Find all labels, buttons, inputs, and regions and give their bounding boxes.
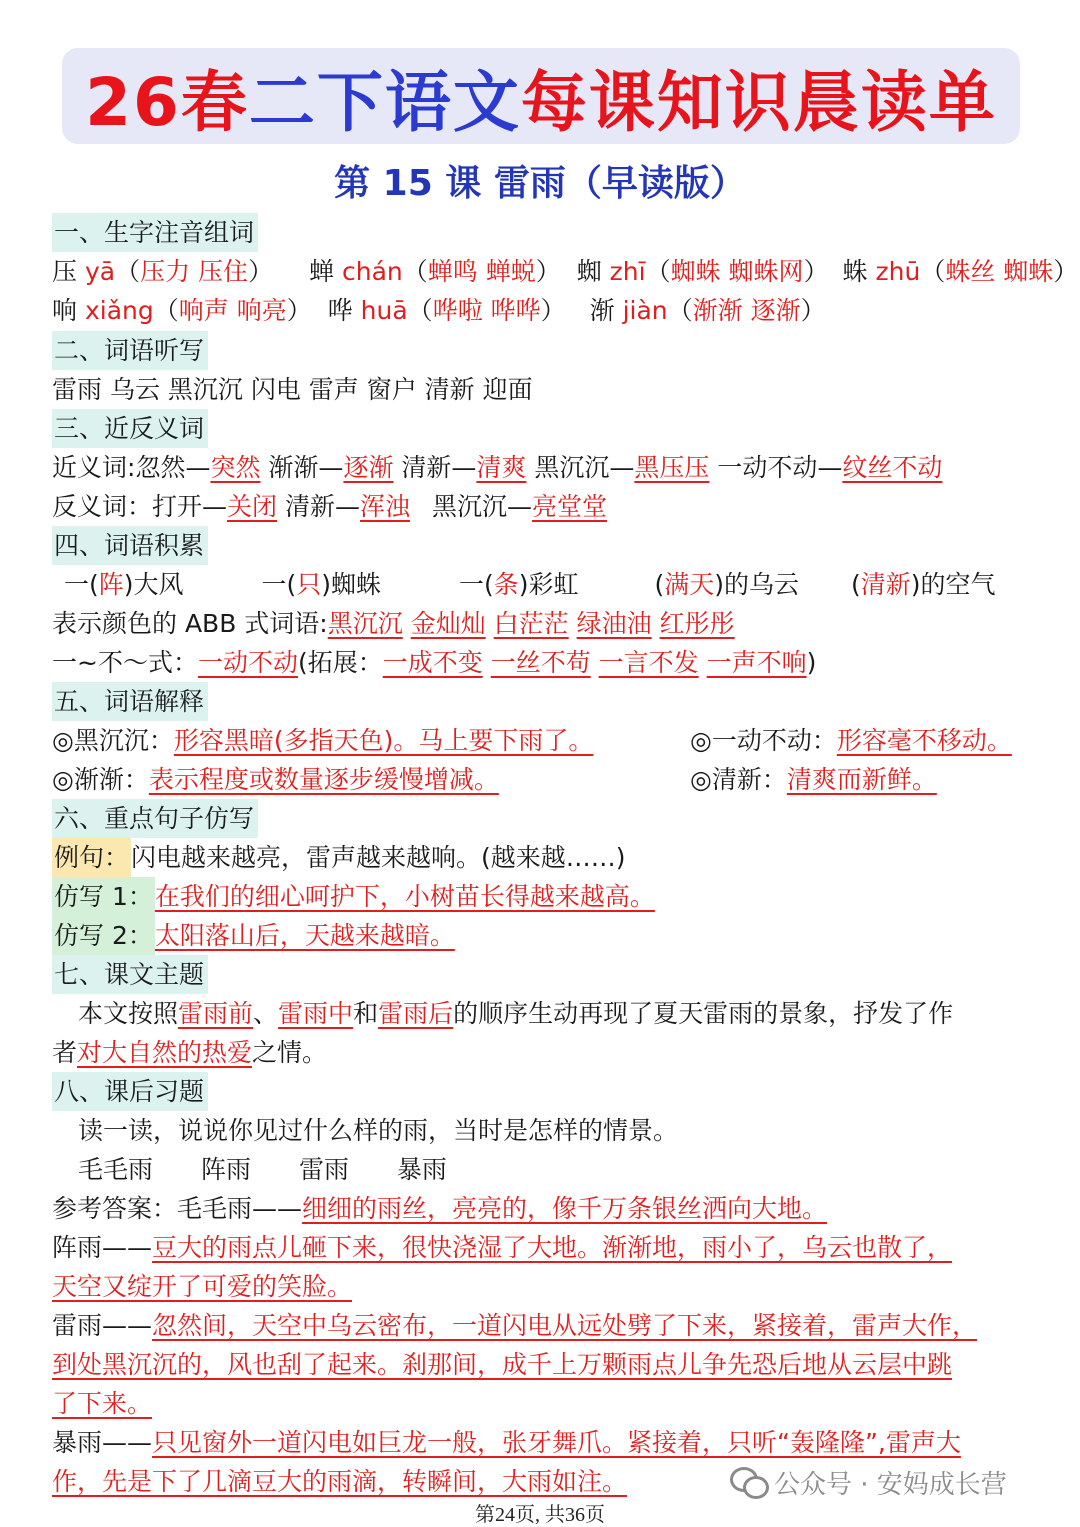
wechat-icon — [730, 1467, 766, 1497]
antonyms-row: 反义词：打开—关闭 清新—浑浊 黑沉沉—亮堂堂 — [52, 492, 608, 521]
abb-words-row: 表示颜色的 ABB 式词语:黑沉沉 金灿灿 白茫茫 绿油油 红彤彤 — [52, 609, 735, 638]
page-banner — [62, 48, 1020, 144]
section-heading-2: 二、词语听写 — [52, 331, 208, 370]
answer-drizzle: 参考答案：毛毛雨——细细的雨丝，亮亮的，像千万条银丝洒向大地。 — [52, 1194, 828, 1223]
synonyms-row: 近义词:忽然—突然 渐渐—逐渐 清新—清爽 黑沉沉—黑压压 一动不动—纹丝不动 — [52, 453, 943, 482]
imitation-2: 仿写 2：太阳落山后，天越来越暗。 — [52, 916, 455, 955]
banner-part2: 二下语文 — [248, 63, 521, 141]
measure-words-row: 一(阵)大风 一(只)蜘蛛 一(条)彩虹 (满天)的乌云 (清新)的空气 — [64, 570, 996, 599]
section-heading-6: 六、重点句子仿写 — [52, 799, 258, 838]
section-heading-4: 四、词语积累 — [52, 526, 208, 565]
watermark-text: 公众号 · 安妈成长营 — [774, 1469, 1007, 1500]
answer-rainstorm-1: 暴雨——只见窗外一道闪电如巨龙一般，张牙舞爪。紧接着，只听“轰隆隆”,雷声大 — [52, 1428, 961, 1457]
section-heading-8: 八、课后习题 — [52, 1072, 208, 1111]
definition-row-1: ◎黑沉沉：形容黑暗(多指天色)。马上要下雨了。 — [52, 726, 594, 755]
section-heading-3: 三、近反义词 — [52, 409, 208, 448]
rain-types: 毛毛雨 阵雨 雷雨 暴雨 — [78, 1155, 447, 1184]
definition-row-1b: ◎一动不动：形容毫不移动。 — [690, 726, 1012, 755]
definition-row-2: ◎渐渐：表示程度或数量逐步缓慢增减。 — [52, 765, 499, 794]
theme-line-1: 本文按照雷雨前、雷雨中和雷雨后的顺序生动再现了夏天雷雨的景象，抒发了作 — [78, 999, 954, 1028]
definition-row-2b: ◎清新：清爽而新鲜。 — [690, 765, 937, 794]
answer-rainstorm-2: 作，先是下了几滴豆大的雨滴，转瞬间，大雨如注。 — [52, 1467, 628, 1496]
imitation-1: 仿写 1：在我们的细心呵护下，小树苗长得越来越高。 — [52, 877, 655, 916]
answer-shower-1: 阵雨——豆大的雨点儿砸下来，很快浇湿了大地。渐渐地，雨小了，乌云也散了， — [52, 1233, 953, 1262]
pinyin-row-1: 压 yā（压力 压住） 蝉 chán（蝉鸣 蝉蜕） 蜘 zhī（蜘蛛 蜘蛛网） 蛛 zhū（蛛丝 蜘蛛） — [52, 257, 1079, 286]
answer-thunderstorm-1: 雷雨——忽然间，天空中乌云密布，一道闪电从远处劈了下来，紧接着，雷声大作， — [52, 1311, 978, 1340]
banner-part1: 26春 — [85, 63, 249, 141]
answer-thunderstorm-2: 到处黑沉沉的，风也刮了起来。刹那间，成千上万颗雨点儿争先恐后地从云层中跳 — [52, 1350, 953, 1379]
exercise-question: 读一读，说说你见过什么样的雨，当时是怎样的情景。 — [78, 1116, 679, 1145]
section-heading-7: 七、课文主题 — [52, 955, 208, 994]
dictation-words: 雷雨 乌云 黑沉沉 闪电 雷声 窗户 清新 迎面 — [52, 375, 533, 404]
section-heading-5: 五、词语解释 — [52, 682, 208, 721]
answer-shower-2: 天空又绽开了可爱的笑脸。 — [52, 1272, 353, 1301]
page-number: 第24页, 共36页 — [475, 1504, 605, 1526]
theme-line-2: 者对大自然的热爱之情。 — [52, 1038, 328, 1067]
section-heading-1: 一、生字注音组词 — [52, 213, 258, 252]
pinyin-row-2: 响 xiǎng（响声 响亮） 哗 huā（哗啦 哗哗） 渐 jiàn（渐渐 逐渐） — [52, 296, 826, 325]
banner-part3: 每课知识晨读单 — [520, 63, 997, 141]
answer-thunderstorm-3: 了下来。 — [52, 1389, 153, 1418]
lesson-title: 第 15 课 雷雨（早读版） — [334, 163, 746, 204]
yi-bu-pattern-row: 一~不～式：一动不动(拓展：一成不变 一丝不苟 一言不发 一声不响) — [52, 648, 817, 677]
wechat-watermark — [730, 1462, 1007, 1502]
example-sentence: 例句：闪电越来越亮，雷声越来越响。(越来越……) — [52, 838, 626, 877]
